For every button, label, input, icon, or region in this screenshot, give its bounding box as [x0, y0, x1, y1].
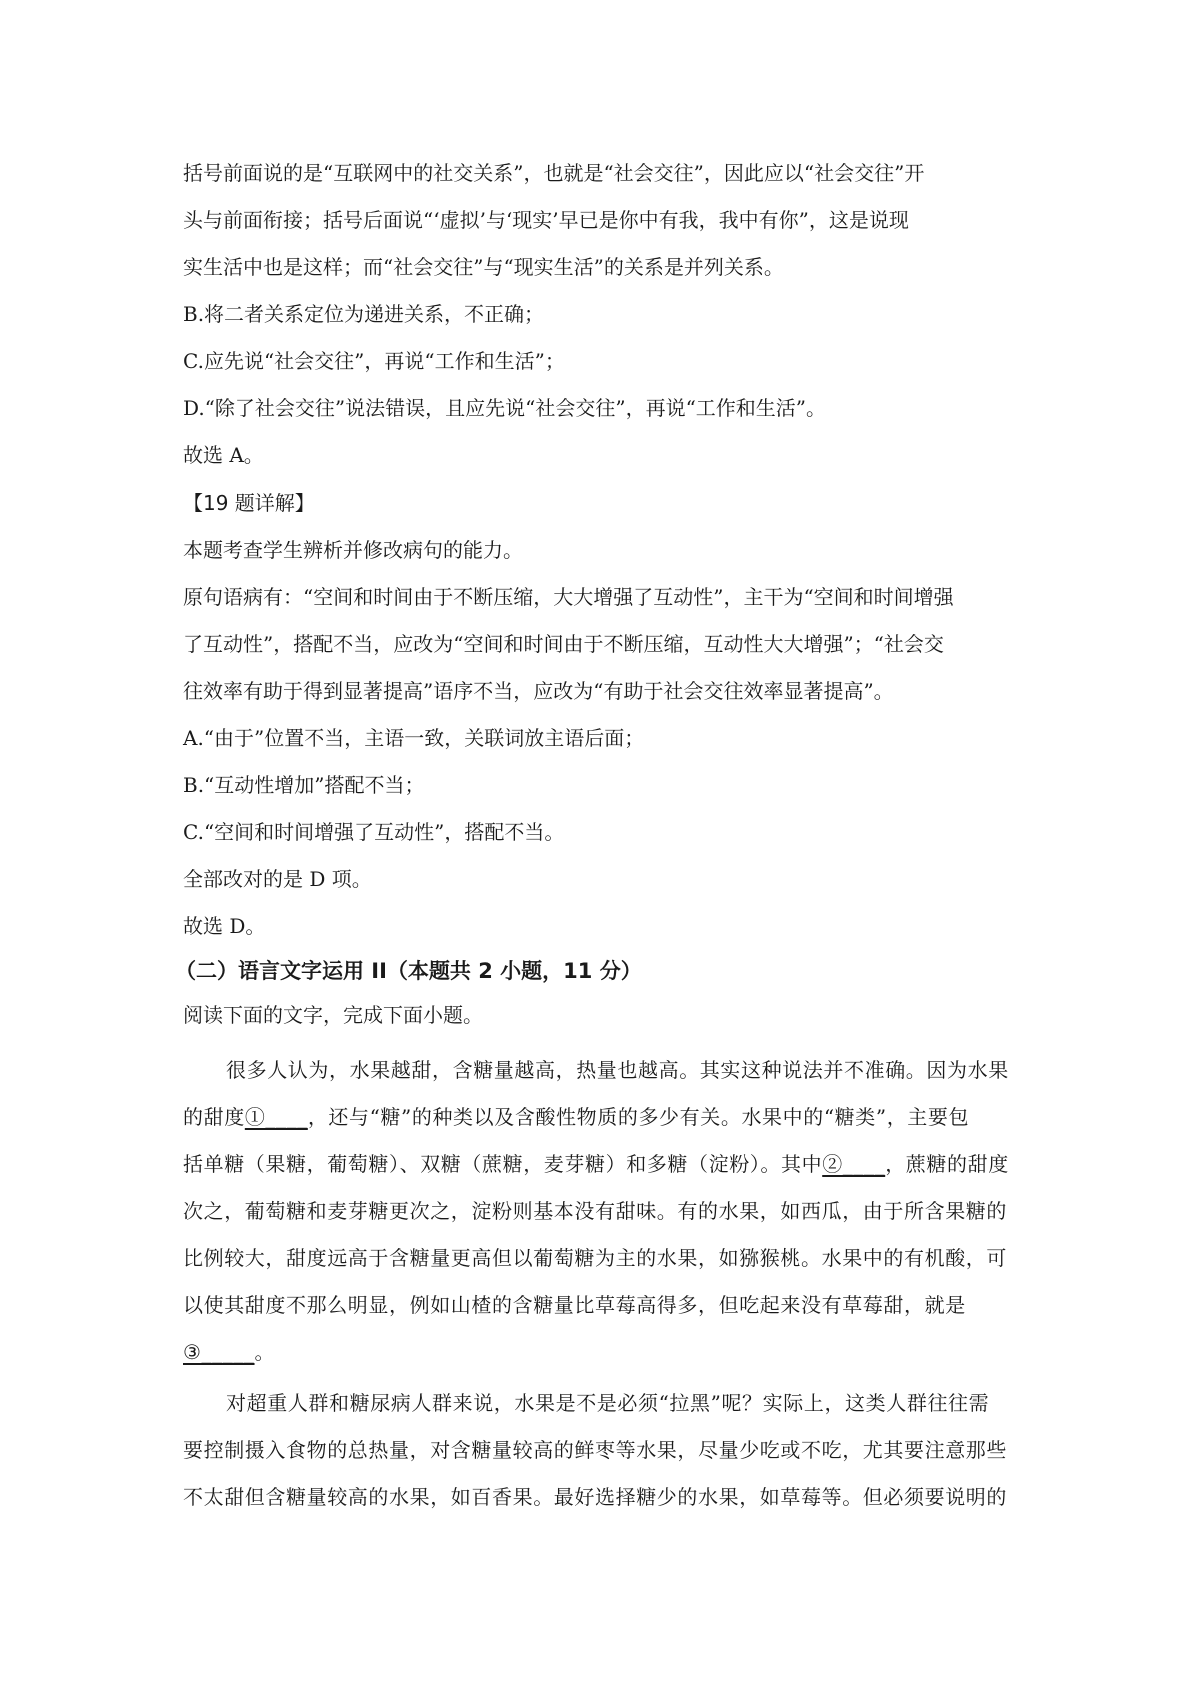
text-span: 。 — [254, 1340, 276, 1364]
answer-line: 故选 D。 — [183, 914, 266, 938]
text-span: ，蔗糖的甜度 — [885, 1152, 1009, 1176]
blank-1: ①____ — [244, 1105, 308, 1129]
text-line: 很多人认为，水果越甜，含糖量越高，热量也越高。其实这种说法并不准确。因为水果 — [226, 1058, 1009, 1082]
passage-paragraph-1 — [183, 1047, 1023, 1376]
text-span: 的甜度 — [183, 1105, 245, 1129]
option-c-line: C.应先说“社会交往”，再说“工作和生活”； — [183, 349, 565, 373]
section-heading: （二）语言文字运用 II（本题共 2 小题，11 分） — [175, 959, 642, 983]
text-line: 对超重人群和糖尿病人群来说，水果是不是必须“拉黑”呢？实际上，这类人群往往需 — [226, 1391, 990, 1415]
text-line: 实生活中也是这样；而“社会交往”与“现实生活”的关系是并列关系。 — [183, 255, 784, 279]
option-b-line: B.“互动性增加”搭配不当； — [183, 773, 425, 797]
text-line: 原句语病有：“空间和时间由于不断压缩，大大增强了互动性”，主干为“空间和时间增强 — [183, 585, 954, 609]
text-line — [183, 1094, 1023, 1141]
blank-3: ③_____ — [183, 1340, 255, 1364]
answer-line: 故选 A。 — [183, 443, 264, 467]
text-line — [183, 1141, 1023, 1188]
text-line: 次之，葡萄糖和麦芽糖更次之，淀粉则基本没有甜味。有的水果，如西瓜，由于所含果糖的 — [183, 1199, 1007, 1223]
text-line: 本题考查学生辨析并修改病句的能力。 — [183, 538, 523, 562]
text-span: 括单糖（果糖，葡萄糖）、双糖（蔗糖，麦芽糖）和多糖（淀粉）。其中 — [183, 1152, 823, 1176]
analysis-18-block — [183, 150, 1023, 479]
option-d-line: D.“除了社会交往”说法错误，且应先说“社会交往”，再说“工作和生活”。 — [183, 396, 827, 420]
text-line: 全部改对的是 D 项。 — [183, 867, 372, 891]
blank-2: ②____ — [822, 1152, 886, 1176]
passage-paragraph-2 — [183, 1380, 1023, 1521]
question-19-heading: 【19 题详解】 — [183, 491, 315, 515]
text-span: ，还与“糖”的种类以及含酸性物质的多少有关。水果中的“糖类”，主要包 — [307, 1105, 970, 1129]
text-line: 以使其甜度不那么明显，例如山楂的含糖量比草莓高得多，但吃起来没有草莓甜，就是 — [183, 1293, 966, 1317]
text-line: 头与前面衔接；括号后面说“‘虚拟’与‘现实’早已是你中有我，我中有你”，这是说现 — [183, 208, 909, 232]
section-2-block — [175, 950, 1023, 1039]
option-c-line: C.“空间和时间增强了互动性”，搭配不当。 — [183, 820, 565, 844]
text-line — [183, 1329, 1023, 1376]
document-page — [175, 150, 1023, 1521]
text-line: 了互动性”，搭配不当，应改为“空间和时间由于不断压缩，互动性大大增强”；“社会交 — [183, 632, 944, 656]
option-a-line: A.“由于”位置不当，主语一致，关联词放主语后面； — [183, 726, 645, 750]
analysis-19-block — [183, 479, 1023, 950]
option-b-line: B.将二者关系定位为递进关系，不正确； — [183, 302, 545, 326]
text-line: 不太甜但含糖量较高的水果，如百香果。最好选择糖少的水果，如草莓等。但必须要说明的 — [183, 1485, 1007, 1509]
text-line: 比例较大，甜度远高于含糖量更高但以葡萄糖为主的水果，如猕猴桃。水果中的有机酸，可 — [183, 1246, 1007, 1270]
text-line: 要控制摄入食物的总热量，对含糖量较高的鲜枣等水果，尽量少吃或不吃，尤其要注意那些 — [183, 1438, 1007, 1462]
text-line: 往效率有助于得到显著提高”语序不当，应改为“有助于社会交往效率显著提高”。 — [183, 679, 894, 703]
text-line: 括号前面说的是“互联网中的社交关系”，也就是“社会交往”，因此应以“社会交往”开 — [183, 161, 925, 185]
instruction-line: 阅读下面的文字，完成下面小题。 — [183, 1003, 483, 1027]
reading-passage — [183, 1047, 1023, 1521]
